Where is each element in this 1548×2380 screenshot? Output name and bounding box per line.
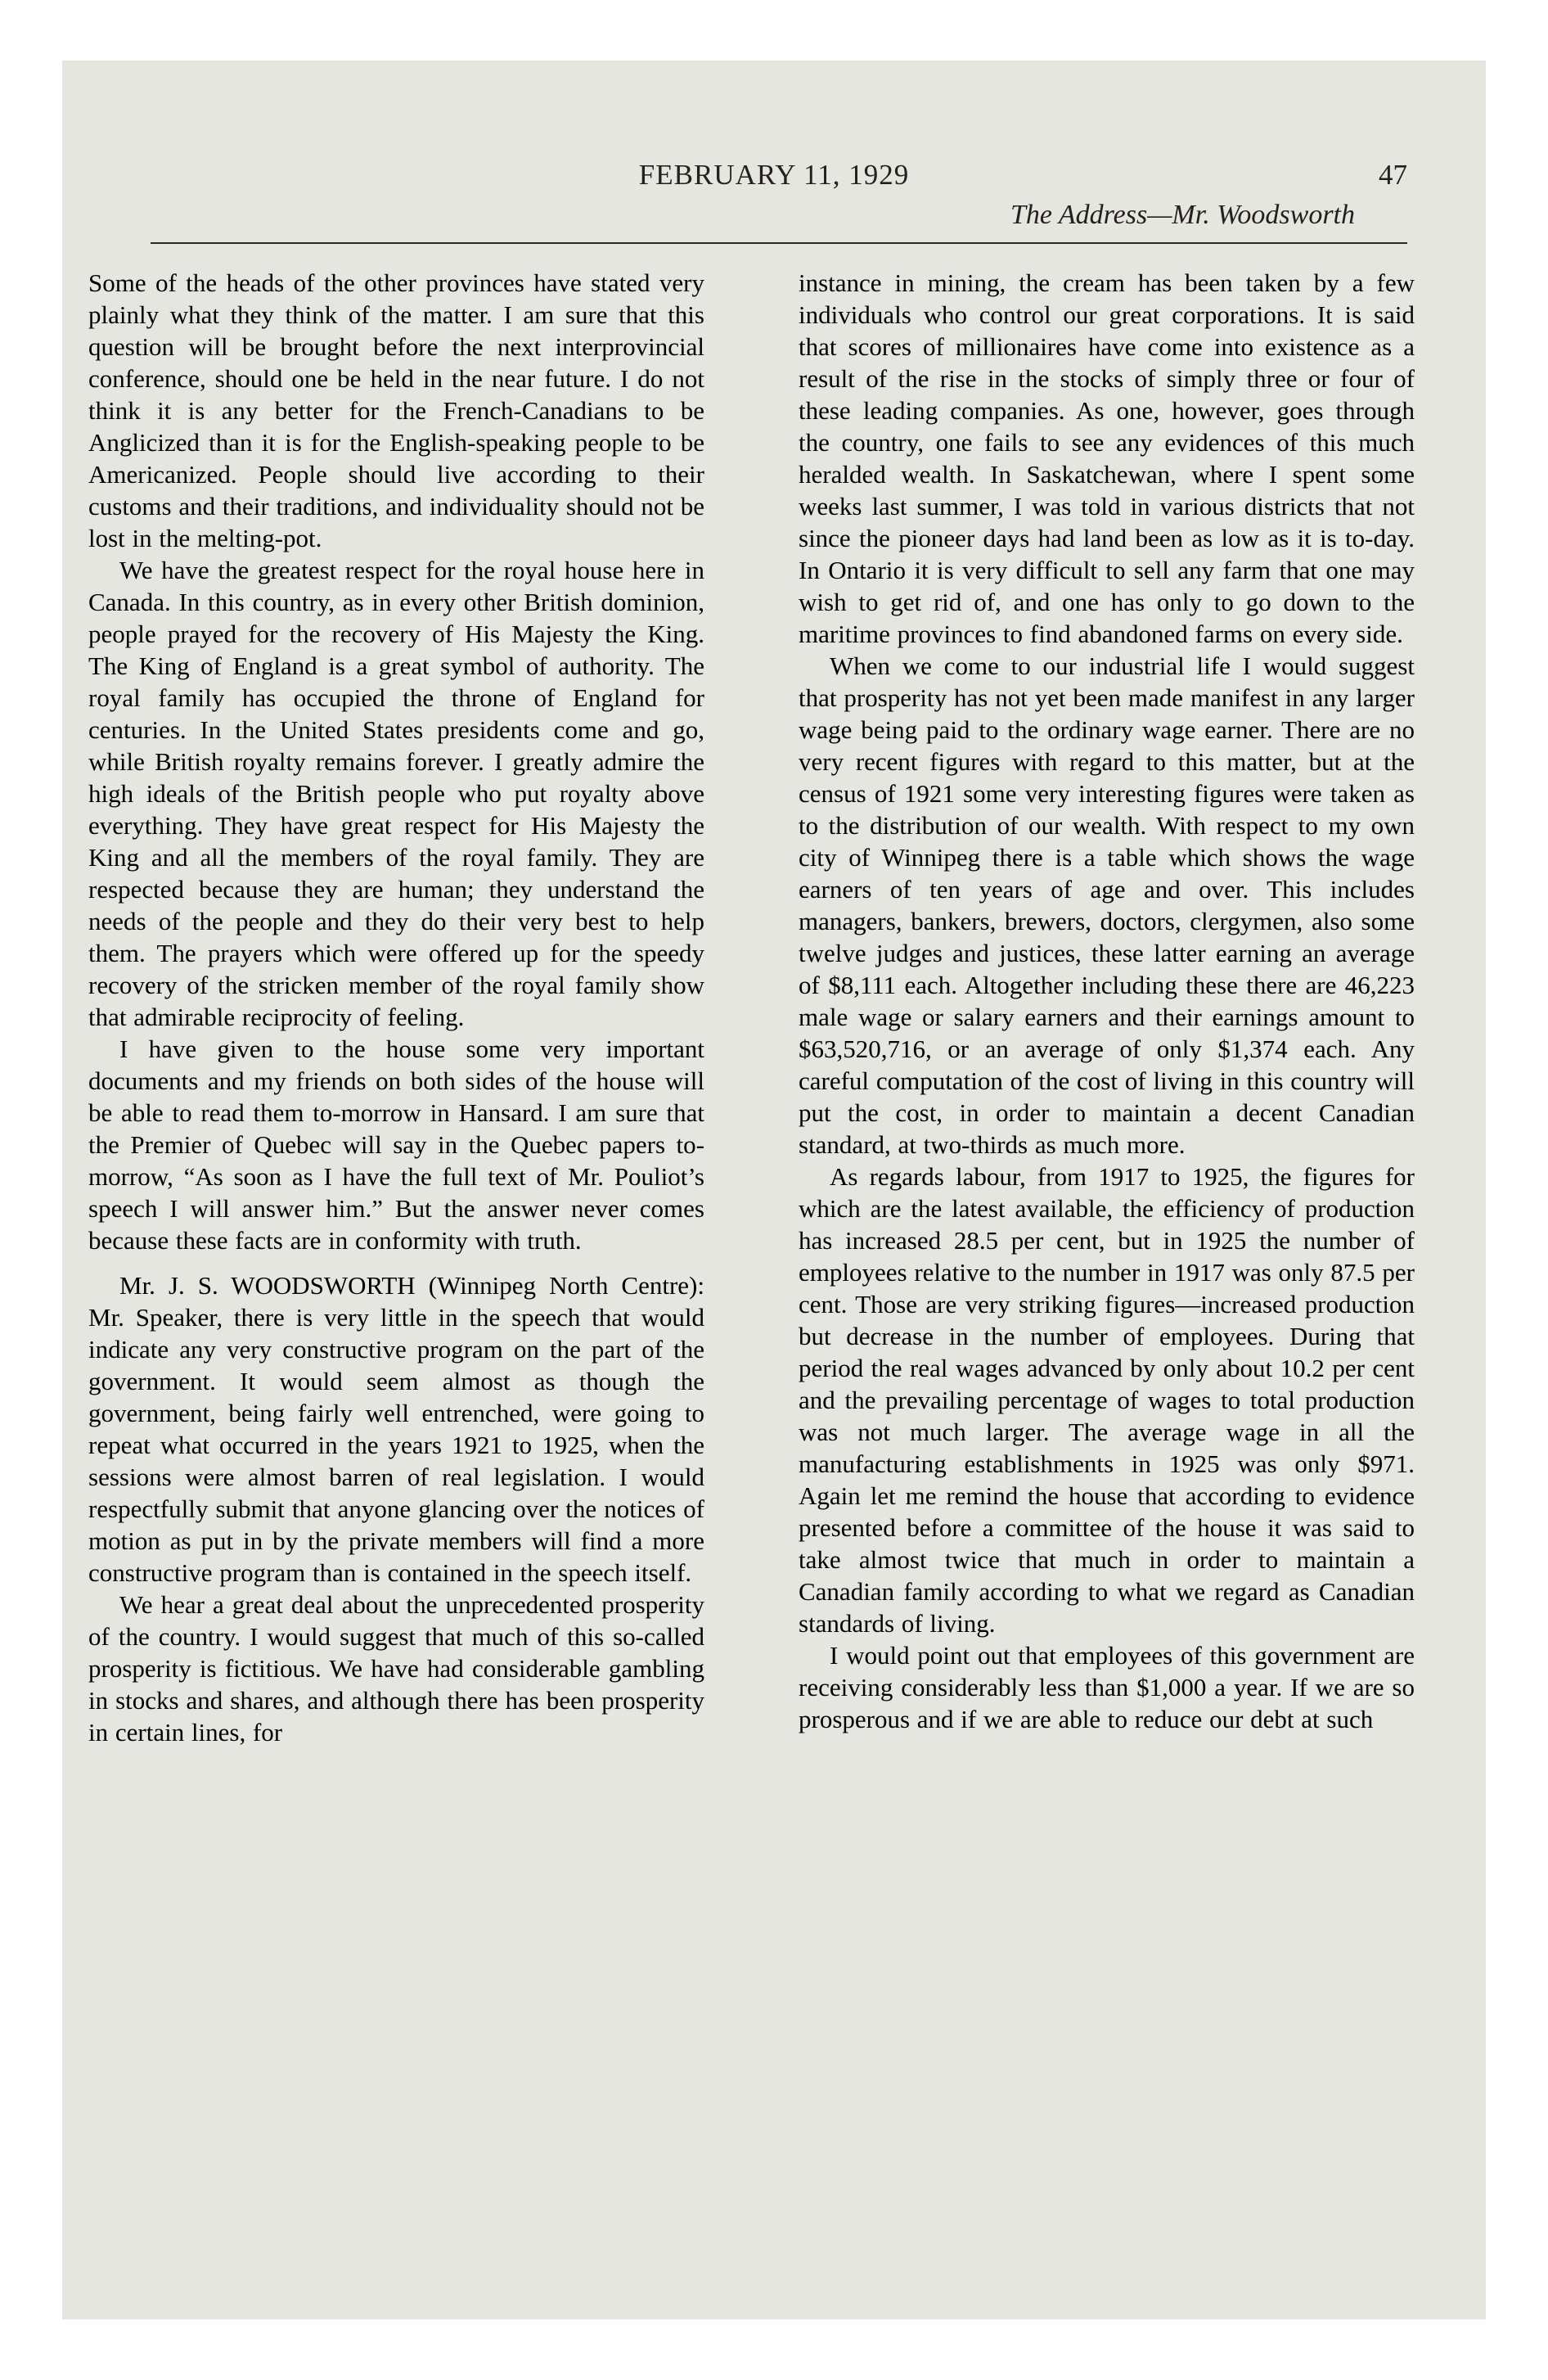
right-column — [799, 267, 1415, 1735]
paragraph: instance in mining, the cream has been taken by a few individuals who control our great corporations. It is said that scores of millionaires have come into existence as a result of the rise in the stocks of simply three or four of these leading companies. As one, however, goes through the country, one fails to see any evidences of this much heralded wealth. In Saskatchewan, where I spent some weeks last summer, I was told in various districts that not since the pioneer days had land been as low as it is to-day. In Ontario it is very difficult to sell any farm that one may wish to get rid of, and one has only to go down to the maritime provinces to find abandoned farms on every side. — [799, 268, 1415, 648]
header-rule — [151, 242, 1407, 244]
paragraph: I would point out that employees of this government are receiving considerably less than $1,000 a year. If we are so prosperous and if we are able to reduce our debt at such — [799, 1641, 1415, 1733]
paragraph: We have the greatest respect for the royal house here in Canada. In this country, as in every other British dominion, people prayed for the recovery of His Majesty the King. The King of England is a great symbol of authority. The royal family has occupied the throne of England for centuries. In the United States presidents come and go, while British royalty remains forever. I greatly admire the high ideals of the British people who put royalty above everything. They have great respect for His Majesty the King and all the members of the royal family. They are respected because they are human; they understand the needs of the people and they do their very best to help them. The prayers which were offered up for the speedy recovery of the stricken member of the royal family show that admirable reciprocity of feeling. — [88, 556, 704, 1031]
page-date: FEBRUARY 11, 1929 — [638, 159, 910, 191]
paragraph: When we come to our industrial life I would suggest that prosperity has not yet been made manifest in any larger wage being paid to the ordinary wage earner. There are no very recent figures with regard to this matter, but at the census of 1921 some very interesting figures were taken as to the distribution of our wealth. With respect to my own city of Winnipeg there is a table which shows the wage earners of ten years of age and over. This includes managers, bankers, brewers, doctors, clergymen, also some twelve judges and justices, these latter earning an average of $8,111 each. Altogether including these there are 46,223 male wage or salary earners and their earnings amount to $63,520,716, or an average of only $1,374 each. Any careful computation of the cost of living in this country will put the cost, in order to maintain a decent Canadian standard, at two-thirds as much more. — [799, 651, 1415, 1159]
running-head: The Address—Mr. Woodsworth — [1010, 200, 1355, 230]
paragraph: Mr. J. S. WOODSWORTH (Winnipeg North Centre): Mr. Speaker, there is very little in the speech that would indicate any very constructive program on the part of the government. It would seem almost as though the government, being fairly well entrenched, were going to repeat what occurred in the years 1921 to 1925, when the sessions were almost barren of real legislation. I would respectfully submit that anyone glancing over the notices of motion as put in by the private members will find a more constructive program than is contained in the speech itself. — [88, 1271, 704, 1587]
paragraph: We hear a great deal about the unprecedented prosperity of the country. I would suggest that much of this so-called prosperity is fictitious. We have had considerable gambling in stocks and shares, and although there has been prosperity in certain lines, for — [88, 1590, 704, 1747]
paragraph: Some of the heads of the other provinces have stated very plainly what they think of the matter. I am sure that this question will be brought before the next interprovincial conference, should one be held in the near future. I do not think it is any better for the French-Canadians to be Anglicized than it is for the English-speaking people to be Americanized. People should live according to their customs and their traditions, and individuality should not be lost in the melting-pot. — [88, 268, 704, 552]
left-column — [88, 267, 704, 1748]
page-number: 47 — [1379, 159, 1407, 191]
paragraph: As regards labour, from 1917 to 1925, the figures for which are the latest available, the efficiency of production has increased 28.5 per cent, but in 1925 the number of employees relative to the number in 1917 was only 87.5 per cent. Those are very striking figures—increased production but decrease in the number of employees. During that period the real wages advanced by only about 10.2 per cent and the prevailing percentage of wages to total production was not much larger. The average wage in all the manufacturing establishments in 1925 was only $971. Again let me remind the house that according to evidence presented before a committee of the house it was said to take almost twice that much in order to maintain a Canadian family according to what we regard as Canadian standards of living. — [799, 1162, 1415, 1638]
paragraph: I have given to the house some very important documents and my friends on both sides of the house will be able to read them to-morrow in Hansard. I am sure that the Premier of Quebec will say in the Quebec papers to-morrow, “As soon as I have the full text of Mr. Pouliot’s speech I will answer him.” But the answer never comes because these facts are in conformity with truth. — [88, 1034, 704, 1255]
